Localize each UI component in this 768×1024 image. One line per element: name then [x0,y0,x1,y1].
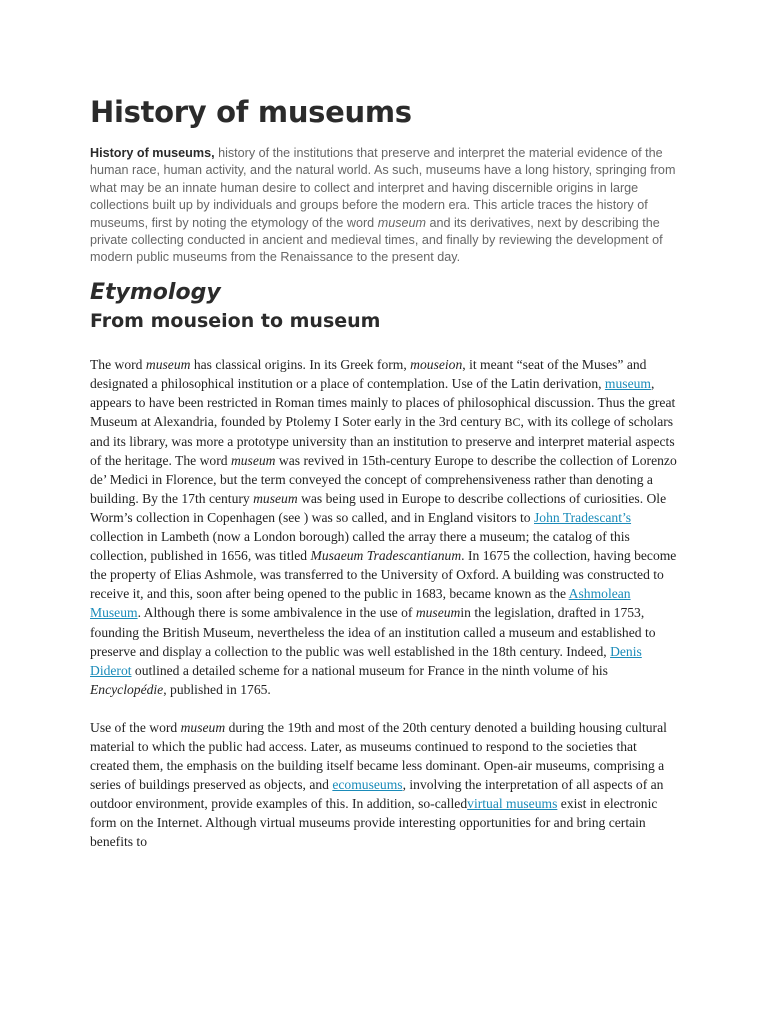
text: during the 19th and most of the 20th century denoted a building housing cultural material to which the public had access. Later, as museums continued to respond to the societies that created them, the emphasis on the building itself became less dominant. Open-air museums, comprising a series of buildings preserved as objects, and [90,719,667,792]
intro-text: history of the institutions that preserve and interpret the material evidence of the human race, human activity, and the natural world. As such, museums have a long history, springing from what may be an innate human desire to collect and interpret and having discernible origins in large collections built up by individuals and groups before the modern era. This article traces the history of museums, first by noting the etymology of the word [90,146,676,230]
text: Use of the word [90,719,181,735]
text: collection in Lambeth (now a London borough) called the array there a museum; the catalog of this collection, published in 1656, was titled [90,529,630,564]
emphasis: museum [145,356,191,372]
emphasis: museum [180,719,226,735]
emphasis: mouseion [410,356,463,372]
link-ashmolean-museum[interactable]: Ashmolean Museum [90,586,631,621]
emphasis: museum [253,491,298,507]
emphasis: Musaeum Tradescantianum [310,548,462,564]
text: was being used in Europe to describe collections of curiosities. Ole Worm’s collection in Copenhagen (see ) was so called, and in England visitors to [90,491,667,526]
text: exist in electronic form on the Internet. Although virtual museums provide interesting opportunities for and bring certain benefits to [90,795,658,849]
emphasis: museum [415,605,461,621]
intro-text: and its derivatives, next by describing the private collecting conducted in ancient and medieval times, and finally by reviewing the development of modern public museums from the Renaissance to the present day. [90,215,663,265]
text: , involving the interpretation of all aspects of an outdoor environment, provide examples of this. In addition, so-called [90,776,664,811]
intro-paragraph [90,145,678,267]
link-denis-diderot[interactable]: Denis Diderot [90,643,642,678]
text: , with its college of scholars and its library, was more a prototype university than an institution to preserve and interpret material aspects of the heritage. The word [90,413,675,469]
link-museum[interactable]: museum [604,375,651,391]
link-ecomuseums[interactable]: ecomuseums [332,776,403,792]
body-paragraph-2 [90,718,678,851]
emphasis: museum [230,453,276,469]
body-paragraph-1 [90,355,678,699]
text: . Although there is some ambivalence in the use of [137,605,416,621]
text: outlined a detailed scheme for a national museum for France in the ninth volume of his [131,662,608,678]
text: , appears to have been restricted in Roman times mainly to places of philosophical discussion. Thus the great Museum at Alexandria, founded by Ptolemy I Soter early in the 3rd century [90,375,676,429]
text: The word [90,356,146,372]
small-caps: BC [504,414,521,429]
text: . In 1675 the collection, having become the property of Elias Ashmole, was transferred to the University of Oxford. A building was constructed to receive it, and this, soon after being opened to the public in 1683, became known as the [90,548,677,602]
link-john-tradescant[interactable]: John Tradescant’s [534,510,632,526]
text: in the legislation, drafted in 1753, founding the British Museum, nevertheless the idea of an institution called a museum and established to preserve and display a collection to the public was well established in the 18th century. Indeed, [90,605,656,659]
emphasis: Encyclopédie [90,681,164,697]
subsection-heading: From mouseion to museum [90,309,381,332]
text: has classical origins. In its Greek form, [190,356,411,372]
article [90,92,678,851]
link-virtual-museums[interactable]: virtual museums [467,795,558,811]
text: , it meant “seat of the Muses” and designated a philosophical institution or a place of contemplation. Use of the Latin derivation, [90,356,647,391]
page-title: History of museums [90,95,412,129]
section-heading: Etymology [90,279,221,305]
text: was revived in 15th-century Europe to describe the collection of Lorenzo de’ Medici in Florence, but the term conveyed the concept of comprehensiveness rather than denoting a building. By the 17th century [90,453,677,507]
intro-emphasis: museum [377,215,426,230]
intro-lead: History of museums, [90,146,215,160]
text: , published in 1765. [163,681,271,697]
